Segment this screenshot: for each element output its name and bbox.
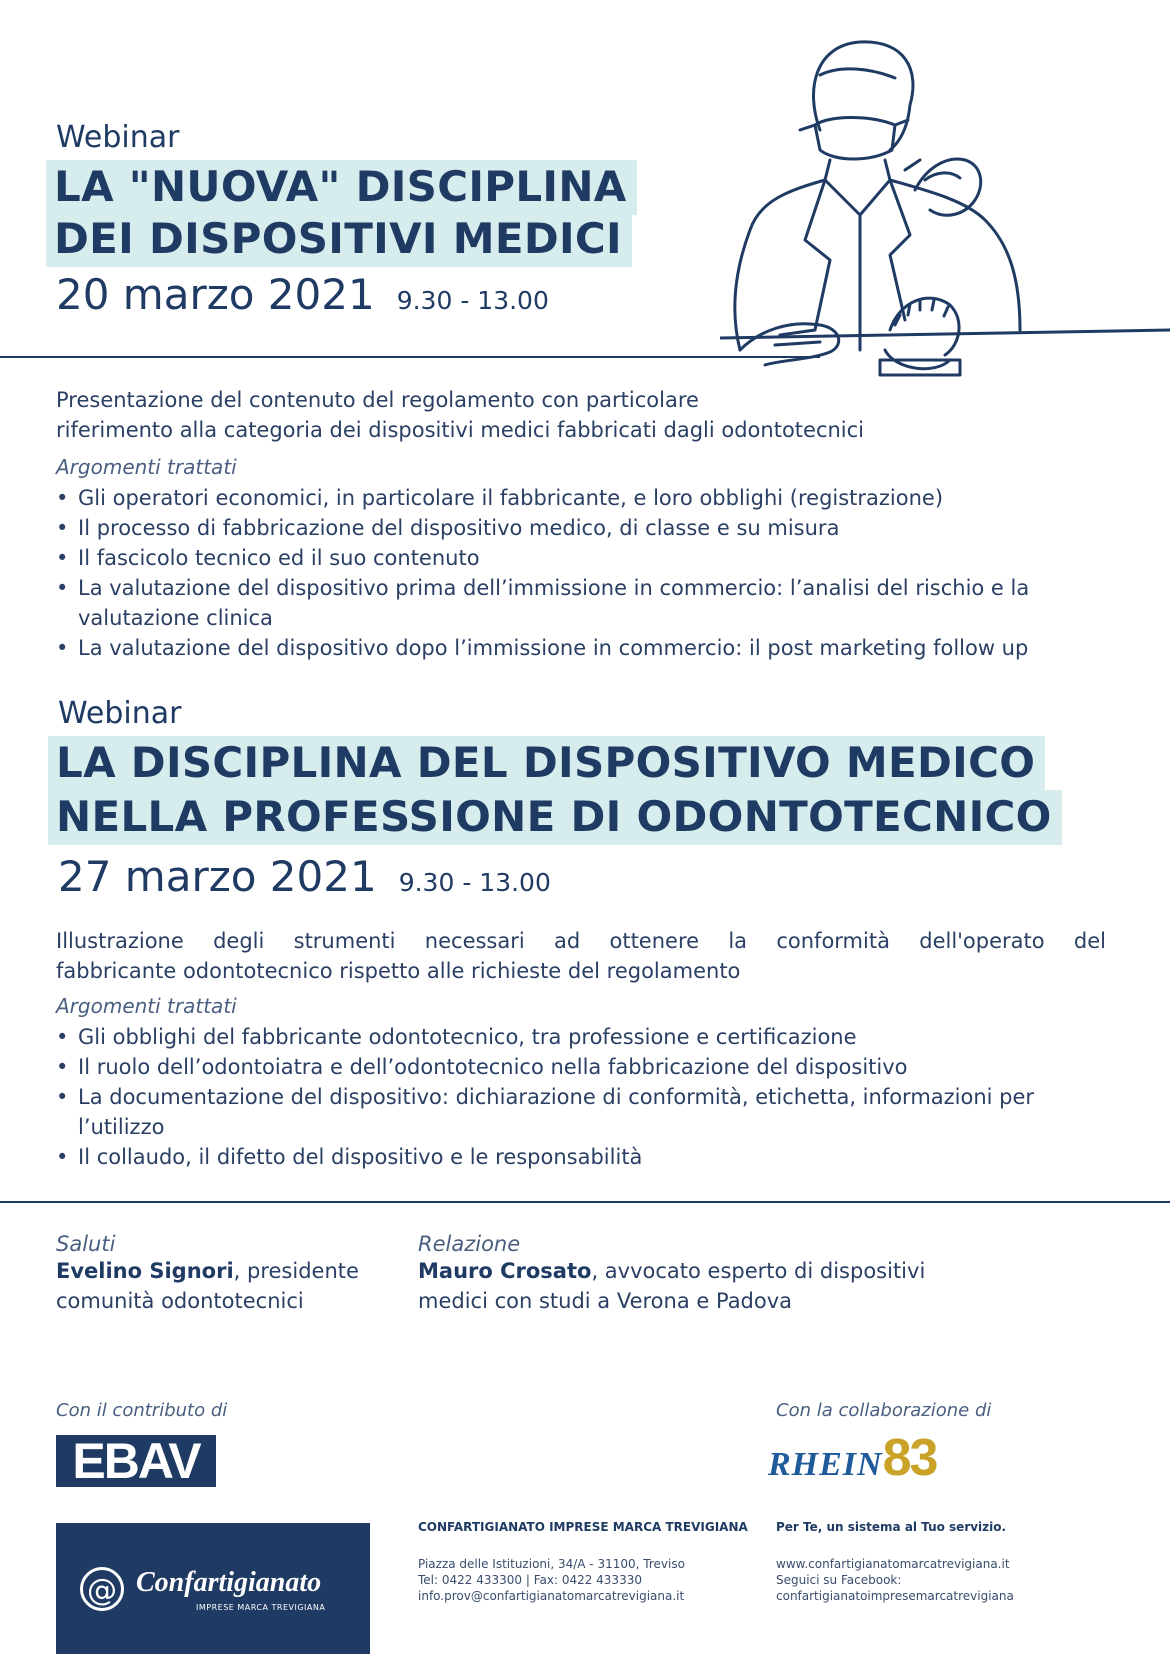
footer-email[interactable]: info.prov@confartigianatomarcatrevigiana.it [418, 1589, 685, 1603]
list-item: • Gli operatori economici, in particolare il fabbricante, e loro obblighi (registrazione) [54, 483, 1114, 513]
saluti-label: Saluti [56, 1232, 116, 1256]
rhein83-logo [768, 1428, 936, 1488]
footer-address: Piazza delle Istituzioni, 34/A - 31100, Treviso [418, 1557, 685, 1571]
webinar2-topics-label: Argomenti trattati [56, 994, 237, 1018]
webinar2-title-line1: LA DISCIPLINA DEL DISPOSITIVO MEDICO [48, 736, 1045, 791]
contributo-label: Con il contributo di [56, 1400, 228, 1421]
saluti-block [56, 1232, 396, 1316]
rhein-logo-text: RHEIN [768, 1446, 883, 1483]
webinar1-description-line2: riferimento alla categoria dei dispositivi medici fabbricati dagli odontotecnici [56, 418, 865, 442]
webinar1-date: 20 marzo 2021 [56, 270, 375, 319]
relazione-name: Mauro Crosato [418, 1259, 592, 1283]
webinar2-time: 9.30 - 13.00 [398, 868, 551, 897]
webinar1-title-line2: DEI DISPOSITIVI MEDICI [46, 212, 632, 267]
list-item: • Il processo di fabbricazione del dispositivo medico, di classe e su misura [54, 513, 1114, 543]
relazione-block [418, 1232, 978, 1316]
rhein-logo-number: 83 [882, 1429, 937, 1487]
list-item: • Il fascicolo tecnico ed il suo contenuto [54, 543, 1114, 573]
footer-phone: Tel: 0422 433300 | Fax: 0422 433330 [418, 1573, 642, 1587]
relazione-speaker [418, 1256, 978, 1286]
at-sign-icon: @ [80, 1567, 124, 1611]
list-item: • Il ruolo dell’odontoiatra e dell’odontotecnico nella fabbricazione del dispositivo [54, 1052, 1114, 1082]
footer-facebook-label: Seguici su Facebook: [776, 1573, 902, 1587]
footer-org-name: CONFARTIGIANATO IMPRESE MARCA TREVIGIANA [418, 1520, 748, 1534]
list-item: • La documentazione del dispositivo: dichiarazione di conformità, etichetta, informazioni per l’utilizzo [54, 1082, 1114, 1142]
section-divider-bottom [0, 1201, 1170, 1203]
footer-facebook[interactable]: confartigianatoimpresemarcatrevigiana [776, 1589, 1014, 1603]
footer-org-block [418, 1520, 758, 1604]
webinar2-description-line2: fabbricante odontotecnico rispetto alle richieste del regolamento [56, 959, 741, 983]
webinar2-topics-list [54, 1022, 1114, 1172]
confartigianato-logo-subtext: IMPRESE MARCA TREVIGIANA [196, 1603, 326, 1612]
webinar2-description [56, 926, 1106, 986]
relazione-role-a: , avvocato esperto di dispositivi [591, 1259, 926, 1283]
footer-slogan: Per Te, un sistema al Tuo servizio. [776, 1520, 1007, 1534]
webinar1-time: 9.30 - 13.00 [396, 286, 549, 315]
saluti-name: Evelino Signori [56, 1259, 234, 1283]
webinar1-title-line1: LA "NUOVA" DISCIPLINA [46, 160, 637, 215]
webinar1-description [56, 385, 1106, 445]
list-item: • La valutazione del dispositivo prima dell’immissione in commercio: l’analisi del rischio e la valutazione clinica [54, 573, 1114, 633]
footer-contact-block [776, 1520, 1076, 1604]
relazione-role-b: medici con studi a Verona e Padova [418, 1289, 793, 1313]
saluti-speaker [56, 1256, 396, 1286]
webinar1-description-line1: Presentazione del contenuto del regolamento con particolare [56, 388, 699, 412]
webinar2-label: Webinar [58, 696, 182, 731]
confartigianato-logo-panel [56, 1523, 370, 1654]
webinar2-date: 27 marzo 2021 [58, 852, 377, 901]
section-divider-top [0, 356, 820, 358]
dentist-line-illustration [720, 30, 1170, 400]
confartigianato-logo-text: Confartigianato [136, 1567, 322, 1598]
webinar1-topics-list [54, 483, 1114, 663]
webinar2-description-line1: Illustrazione degli strumenti necessari ad ottenere la conformità dell'operato del [56, 929, 1106, 953]
collaborazione-label: Con la collaborazione di [776, 1400, 992, 1421]
list-item: • Il collaudo, il difetto del dispositivo e le responsabilità [54, 1142, 1114, 1172]
relazione-label: Relazione [418, 1232, 521, 1256]
webinar2-date-line [58, 852, 551, 901]
list-item: • La valutazione del dispositivo dopo l’immissione in commercio: il post marketing follow up [54, 633, 1114, 663]
saluti-role-b: comunità odontotecnici [56, 1289, 304, 1313]
webinar1-topics-label: Argomenti trattati [56, 455, 237, 479]
webinar2-title-line2: NELLA PROFESSIONE DI ODONTOTECNICO [48, 790, 1062, 845]
saluti-role-a: , presidente [233, 1259, 359, 1283]
webinar1-date-line [56, 270, 549, 319]
ebav-logo: EBAV [56, 1435, 216, 1487]
footer-website[interactable]: www.confartigianatomarcatrevigiana.it [776, 1557, 1010, 1571]
list-item: • Gli obblighi del fabbricante odontotecnico, tra professione e certificazione [54, 1022, 1114, 1052]
webinar1-label: Webinar [56, 120, 180, 155]
